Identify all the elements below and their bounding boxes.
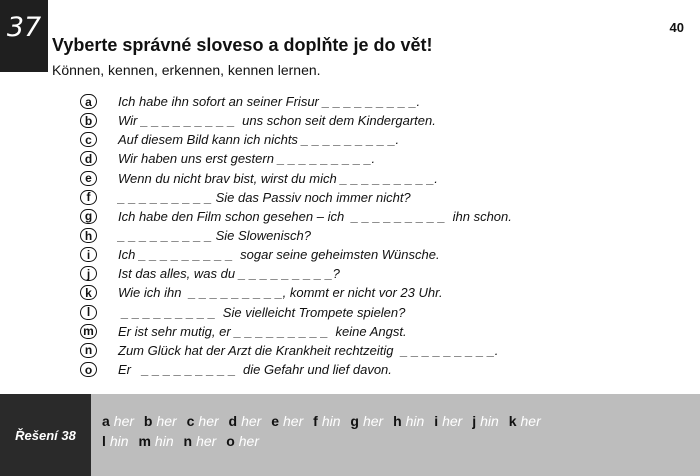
answer-letter: e	[271, 413, 280, 429]
answer-word: her	[156, 413, 177, 429]
item-letter: m	[80, 324, 97, 339]
item-letter: o	[80, 362, 97, 377]
item-sentence: Er ist sehr mutig, er _ _ _ _ _ _ _ _ _ keine Angst.	[118, 323, 407, 339]
item-sentence: _ _ _ _ _ _ _ _ _ Sie das Passiv noch immer nicht?	[118, 189, 411, 205]
item-letter: g	[80, 209, 97, 224]
item-letter: h	[80, 228, 97, 243]
answer-item	[472, 413, 499, 429]
item-letter: c	[80, 132, 97, 147]
exercise-item	[80, 360, 680, 379]
exercise-item	[80, 169, 680, 188]
answer-item	[393, 413, 424, 429]
exercise-list	[80, 92, 680, 379]
answer-item	[350, 413, 383, 429]
item-sentence: Wie ich ihn _ _ _ _ _ _ _ _ _, kommt er nicht vor 23 Uhr.	[118, 285, 443, 301]
exercise-number: 37	[0, 0, 48, 72]
answer-word: hin	[154, 433, 174, 449]
exercise-item	[80, 111, 680, 130]
exercise-item	[80, 207, 680, 226]
exercise-item	[80, 149, 680, 168]
item-sentence: Ich habe den Film schon gesehen – ich _ _ _ _ _ _ _ _ _ ihn schon.	[118, 208, 512, 224]
answer-letter: d	[228, 413, 238, 429]
answer-letter: n	[183, 433, 193, 449]
answer-item	[184, 433, 217, 449]
answer-item	[434, 413, 462, 429]
item-letter: e	[80, 171, 97, 186]
answer-item	[102, 413, 134, 429]
item-sentence: Wir _ _ _ _ _ _ _ _ _ uns schon seit dem Kindergarten.	[118, 113, 436, 129]
answer-word: hin	[321, 413, 341, 429]
exercise-item	[80, 283, 680, 302]
exercise-item	[80, 341, 680, 360]
answer-word: her	[113, 413, 135, 429]
item-letter: a	[80, 94, 97, 109]
answer-word: her	[198, 413, 219, 429]
item-sentence: Auf diesem Bild kann ich nichts _ _ _ _ _ _ _ _ _.	[118, 132, 400, 148]
answer-letter: a	[102, 413, 110, 429]
exercise-item	[80, 92, 680, 111]
item-letter: l	[80, 305, 97, 320]
exercise-item	[80, 303, 680, 322]
exercise-item	[80, 264, 680, 283]
answer-item	[187, 413, 219, 429]
item-letter: n	[80, 343, 97, 358]
verb-options: Können, kennen, erkennen, kennen lernen.	[52, 62, 321, 78]
answer-letter: l	[102, 433, 106, 449]
answer-word: her	[238, 433, 259, 449]
answer-word: her	[442, 413, 463, 429]
answer-item	[313, 413, 340, 429]
item-sentence: Ist das alles, was du _ _ _ _ _ _ _ _ _?	[118, 266, 340, 282]
answer-word: hin	[405, 413, 425, 429]
item-sentence: Wenn du nicht brav bist, wirst du mich _ _ _ _ _ _ _ _ _.	[118, 170, 438, 186]
answer-word: her	[520, 413, 541, 429]
item-sentence: Ich _ _ _ _ _ _ _ _ _ sogar seine geheimsten Wünsche.	[118, 247, 440, 263]
answer-letter: c	[186, 413, 195, 429]
item-letter: j	[80, 266, 97, 281]
item-sentence: _ _ _ _ _ _ _ _ _ Sie vielleicht Trompete spielen?	[118, 304, 406, 320]
answer-word: hin	[109, 433, 129, 449]
answer-letter: f	[313, 413, 318, 429]
exercise-item	[80, 188, 680, 207]
exercise-item	[80, 322, 680, 341]
solution-label: Řešení 38	[0, 394, 91, 476]
answer-word: her	[283, 413, 304, 429]
answer-word: her	[241, 413, 262, 429]
item-letter: d	[80, 151, 97, 166]
exercise-item	[80, 226, 680, 245]
exercise-item	[80, 245, 680, 264]
answer-item	[509, 413, 541, 429]
solution-answers	[102, 411, 692, 451]
answer-word: her	[362, 413, 384, 429]
page-number: 40	[669, 20, 684, 35]
answer-item	[144, 413, 177, 429]
exercise-title: Vyberte správné sloveso a doplňte je do vět!	[52, 35, 433, 55]
exercise-item	[80, 130, 680, 149]
answer-letter: g	[350, 413, 359, 429]
answer-letter: o	[226, 433, 235, 449]
answer-item	[229, 413, 262, 429]
answer-word: hin	[480, 413, 499, 429]
item-sentence: _ _ _ _ _ _ _ _ _ Sie Slowenisch?	[118, 228, 311, 244]
answer-letter: k	[508, 413, 517, 429]
answer-word: her	[196, 433, 217, 449]
answer-item	[271, 413, 303, 429]
item-letter: k	[80, 285, 97, 300]
answer-letter: i	[434, 413, 439, 429]
answer-item	[102, 433, 129, 449]
answer-letter: h	[393, 413, 402, 429]
answer-item	[138, 433, 173, 449]
item-letter: i	[80, 247, 97, 262]
item-sentence: Er _ _ _ _ _ _ _ _ _ die Gefahr und lief davon.	[118, 362, 392, 378]
item-sentence: Ich habe ihn sofort an seiner Frisur _ _ _ _ _ _ _ _ _.	[118, 94, 421, 110]
item-letter: f	[80, 190, 97, 205]
answer-letter: b	[143, 413, 153, 429]
answer-item	[226, 433, 259, 449]
item-letter: b	[80, 113, 97, 128]
solution-bar	[0, 394, 700, 476]
answer-letter: j	[472, 413, 477, 429]
item-sentence: Zum Glück hat der Arzt die Krankheit rechtzeitig _ _ _ _ _ _ _ _ _.	[118, 342, 499, 358]
item-sentence: Wir haben uns erst gestern _ _ _ _ _ _ _ _ _.	[118, 151, 376, 167]
answer-letter: m	[138, 433, 151, 449]
